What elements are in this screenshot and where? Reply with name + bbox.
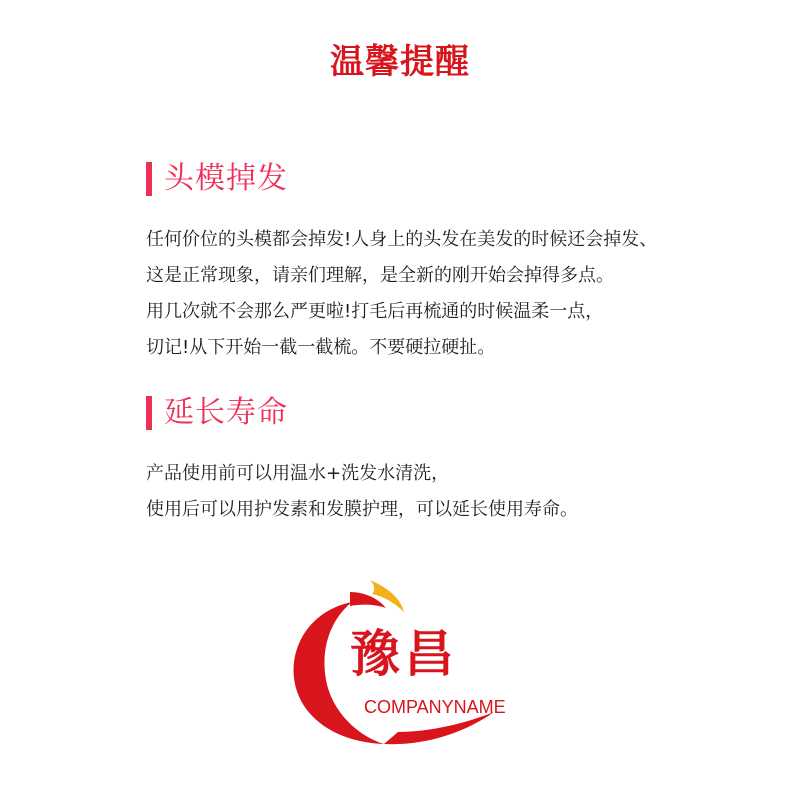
section-heading-text: 延长寿命 bbox=[164, 395, 288, 430]
section-paragraph bbox=[146, 456, 766, 528]
section-paragraph bbox=[146, 222, 766, 366]
paragraph-line: 用几次就不会那么严更啦!打毛后再梳通的时候温柔一点， bbox=[146, 301, 604, 322]
flame-icon bbox=[370, 580, 404, 612]
section-heading bbox=[146, 157, 766, 201]
paragraph-line: 这是正常现象，请亲们理解，是全新的刚开始会掉得多点。 bbox=[146, 265, 614, 286]
heading-accent-bar bbox=[146, 162, 152, 196]
paragraph-line: 产品使用前可以用温水+洗发水清洗， bbox=[146, 463, 450, 484]
paragraph-line: 任何价位的头模都会掉发!人身上的头发在美发的时候还会掉发、 bbox=[146, 229, 658, 250]
section-extend-lifespan bbox=[146, 391, 766, 528]
heading-accent-bar bbox=[146, 396, 152, 430]
company-logo bbox=[288, 572, 528, 752]
paragraph-line: 切记!从下开始一截一截梳。不要硬拉硬扯。 bbox=[146, 337, 496, 358]
section-hair-shedding bbox=[146, 157, 766, 366]
page-title: 温馨提醒 bbox=[330, 42, 470, 82]
logo-company-name: COMPANYNAME bbox=[364, 697, 506, 717]
logo-brand-characters: 豫昌 bbox=[350, 624, 458, 683]
section-heading-text: 头模掉发 bbox=[164, 161, 288, 196]
section-heading bbox=[146, 391, 766, 435]
paragraph-line: 使用后可以用护发素和发膜护理，可以延长使用寿命。 bbox=[146, 499, 578, 520]
